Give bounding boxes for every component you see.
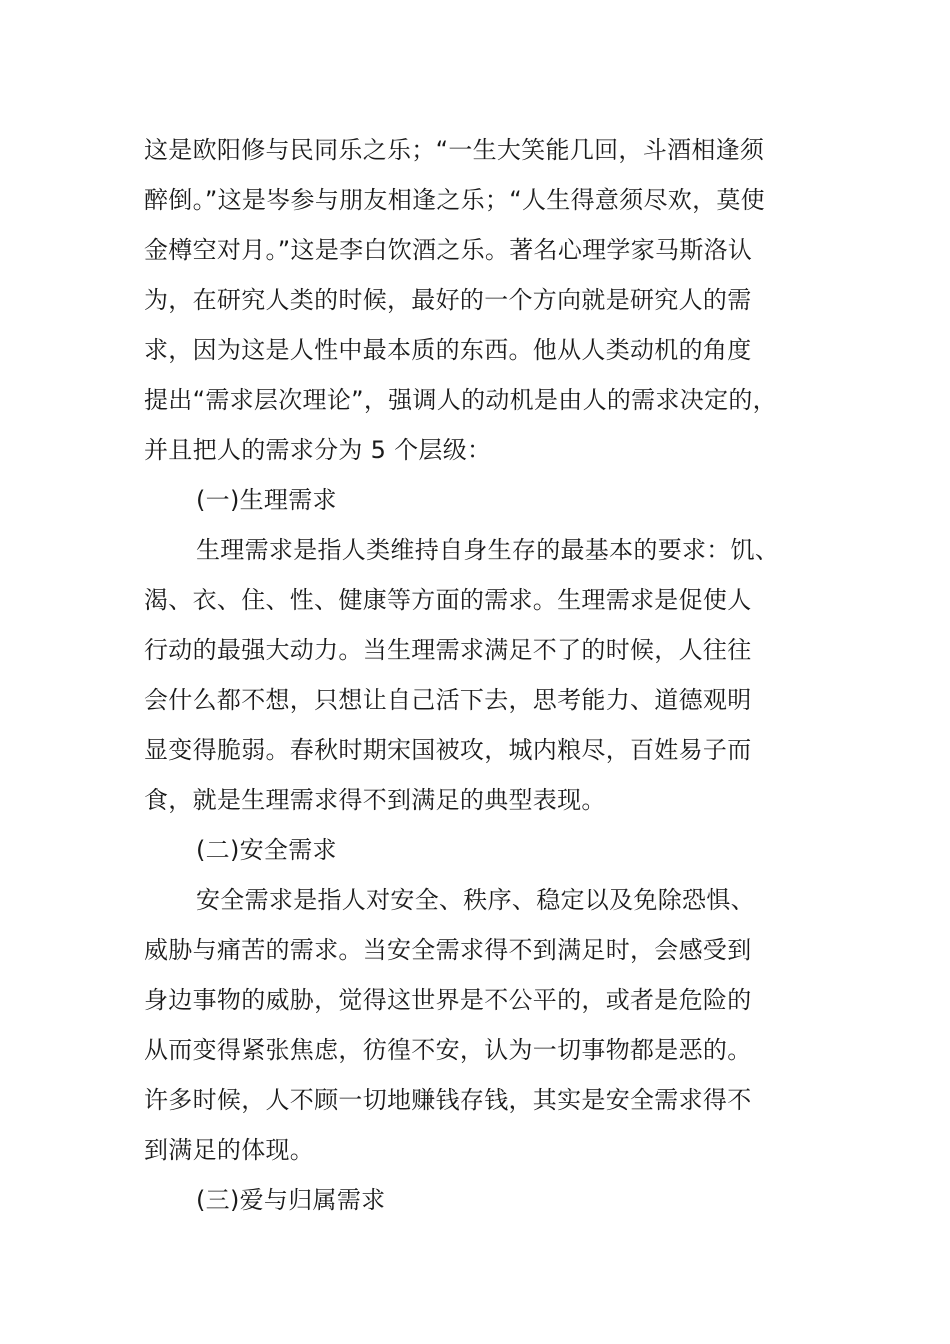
text-line: 渴、衣、住、性、健康等方面的需求。生理需求是促使人 xyxy=(144,586,752,614)
text-line: 并且把人的需求分为 5 个层级： xyxy=(144,436,492,464)
text-line: 这是欧阳修与民同乐之乐；“一生大笑能几回，斗酒相逢须 xyxy=(144,136,765,164)
text-line: 行动的最强大动力。当生理需求满足不了的时候，人往往 xyxy=(144,636,752,664)
text-line: 从而变得紧张焦虑，彷徨不安，认为一切事物都是恶的。 xyxy=(144,1036,752,1064)
text-line: 食，就是生理需求得不到满足的典型表现。 xyxy=(144,786,606,814)
text-line: 提出“需求层次理论”，强调人的动机是由人的需求决定的， xyxy=(144,386,777,414)
paragraph-first-line: 安全需求是指人对安全、秩序、稳定以及免除恐惧、 xyxy=(196,886,755,914)
section-heading-safety: (二)安全需求 xyxy=(196,836,337,864)
text-line: 到满足的体现。 xyxy=(144,1136,315,1164)
section-heading-physiological: (一)生理需求 xyxy=(196,486,337,514)
text-line: 求，因为这是人性中最本质的东西。他从人类动机的角度 xyxy=(144,336,752,364)
text-line: 威胁与痛苦的需求。当安全需求得不到满足时，会感受到 xyxy=(144,936,752,964)
text-line: 金樽空对月。”这是李白饮酒之乐。著名心理学家马斯洛认 xyxy=(144,236,753,264)
text-line: 许多时候，人不顾一切地赚钱存钱，其实是安全需求得不 xyxy=(144,1086,752,1114)
text-line: 会什么都不想，只想让自己活下去，思考能力、道德观明 xyxy=(144,686,752,714)
text-line: 显变得脆弱。春秋时期宋国被攻，城内粮尽，百姓易子而 xyxy=(144,736,752,764)
text-line: 为，在研究人类的时候，最好的一个方向就是研究人的需 xyxy=(144,286,752,314)
text-line: 醉倒。”这是岑参与朋友相逢之乐；“人生得意须尽欢，莫使 xyxy=(144,186,765,214)
paragraph-first-line: 生理需求是指人类维持自身生存的最基本的要求：饥、 xyxy=(196,536,780,564)
text-line: 身边事物的威胁，觉得这世界是不公平的，或者是危险的 xyxy=(144,986,752,1014)
section-heading-love-belonging: (三)爱与归属需求 xyxy=(196,1186,386,1214)
